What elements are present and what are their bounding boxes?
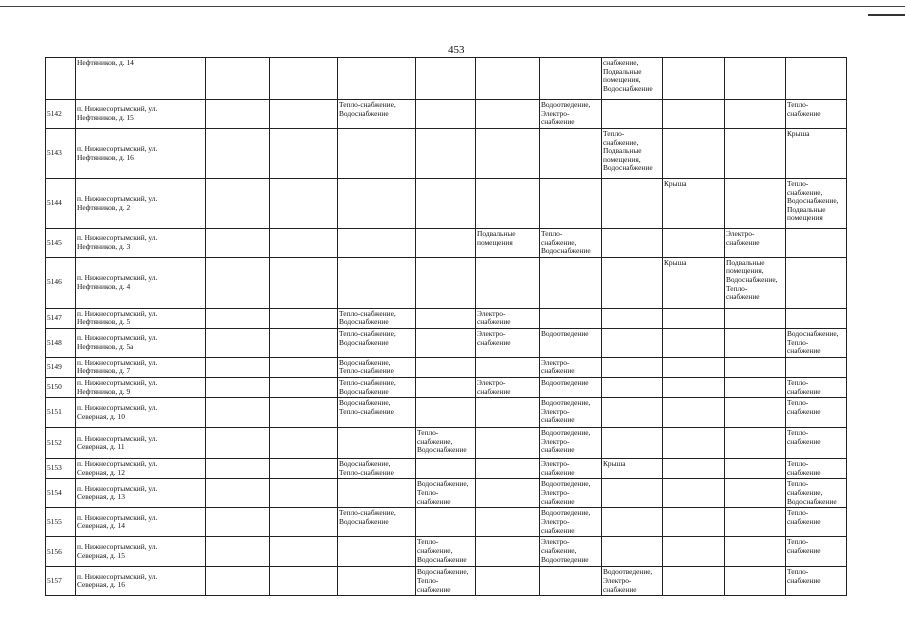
work-cell [416,229,476,258]
work-cell: Тепло-снабжение, Водоснабжение [338,308,416,328]
work-cell: Крыша [663,257,725,308]
work-cell: Крыша [786,129,847,179]
work-cell [663,377,725,397]
work-cell [663,428,725,459]
row-number: 5144 [46,179,76,229]
work-cell [602,357,663,377]
row-address: п. Нижнесортымский, ул. Северная, д. 10 [76,398,206,428]
work-cell [338,567,416,596]
work-cell [416,129,476,179]
work-cell [663,398,725,428]
work-cell [725,100,786,129]
work-cell [206,508,270,537]
work-cell: Тепло-снабжение, Водоснабжение [338,328,416,357]
work-cell: Водоснабжение, Тепло- снабжение [416,479,476,508]
work-cell [416,257,476,308]
work-cell [206,537,270,567]
work-cell [270,377,338,397]
work-cell [416,100,476,129]
work-cell [602,229,663,258]
row-number: 5148 [46,328,76,357]
row-number: 5145 [46,229,76,258]
work-cell [206,257,270,308]
work-cell [270,567,338,596]
row-number: 5142 [46,100,76,129]
work-cell [338,479,416,508]
table-body [46,58,847,596]
work-cell: Тепло- снабжение, Водоснабжение [416,537,476,567]
work-cell [725,508,786,537]
work-cell [206,129,270,179]
scan-top-right-mark [868,14,905,16]
work-cell [270,537,338,567]
table-row [46,100,847,129]
work-cell [206,428,270,459]
work-cell [416,377,476,397]
table-row [46,357,847,377]
work-cell [540,567,602,596]
work-cell [540,58,602,100]
work-cell [270,328,338,357]
work-cell [206,567,270,596]
work-cell [725,58,786,100]
work-cell [476,129,540,179]
row-address: п. Нижнесортымский, ул. Северная, д. 14 [76,508,206,537]
work-cell: Водоотведение [540,328,602,357]
row-address: п. Нижнесортымский, ул. Нефтяников, д. 4 [76,257,206,308]
work-cell [786,257,847,308]
work-cell [270,459,338,479]
table-row [46,179,847,229]
work-cell [476,428,540,459]
scan-top-edge-line [0,6,905,7]
work-cell [270,428,338,459]
work-cell: Тепло- снабжение [786,398,847,428]
work-cell [663,508,725,537]
work-cell [540,308,602,328]
work-cell [602,100,663,129]
work-cell [476,508,540,537]
row-address: п. Нижнесортымский, ул. Северная, д. 15 [76,537,206,567]
work-cell [338,537,416,567]
work-cell [725,459,786,479]
work-cell [725,129,786,179]
row-address: п. Нижнесортымский, ул. Нефтяников, д. 5а [76,328,206,357]
work-cell [206,58,270,100]
work-cell [725,398,786,428]
table-row [46,459,847,479]
table-row [46,508,847,537]
work-cell: Электро- снабжение [540,459,602,479]
work-cell [338,129,416,179]
work-cell: Водоснабжение, Тепло-снабжение [338,459,416,479]
row-number: 5150 [46,377,76,397]
work-cell [663,479,725,508]
row-address: п. Нижнесортымский, ул. Нефтяников, д. 5 [76,308,206,328]
row-number [46,58,76,100]
work-cell [416,308,476,328]
row-address: п. Нижнесортымский, ул. Нефтяников, д. 9 [76,377,206,397]
work-cell [725,567,786,596]
work-cell [786,229,847,258]
work-cell [270,129,338,179]
row-number: 5156 [46,537,76,567]
work-cell: Водоотведение, Электро- снабжение [540,100,602,129]
row-number: 5143 [46,129,76,179]
work-cell [663,459,725,479]
work-cell [476,257,540,308]
work-cell: Водоотведение, Электро- снабжение [602,567,663,596]
work-cell [663,100,725,129]
work-cell: Электро- снабжение [476,328,540,357]
work-cell [663,229,725,258]
work-cell [476,479,540,508]
work-cell: Тепло- снабжение, Водоснабжение, Подвальные помещения [786,179,847,229]
work-cell: Тепло- снабжение [786,567,847,596]
row-number: 5149 [46,357,76,377]
work-cell [270,479,338,508]
work-cell: Водоснабжение, Тепло- снабжение [786,328,847,357]
work-cell: Электро- снабжение [476,308,540,328]
table-row [46,428,847,459]
work-cell [725,308,786,328]
work-cell [206,398,270,428]
work-cell: Тепло-снабжение, Водоснабжение [338,377,416,397]
work-cell: Электро- снабжение [725,229,786,258]
work-cell [416,398,476,428]
work-cell [270,308,338,328]
work-cell [476,567,540,596]
work-cell [416,328,476,357]
work-cell: Подвальные помещения [476,229,540,258]
work-cell [602,257,663,308]
work-cell [602,308,663,328]
work-cell: Водоотведение [540,377,602,397]
work-cell [786,58,847,100]
work-cell [338,179,416,229]
table-row [46,537,847,567]
work-cell: Тепло- снабжение [786,100,847,129]
row-address: п. Нижнесортымский, ул. Нефтяников, д. 16 [76,129,206,179]
row-address: п. Нижнесортымский, ул. Нефтяников, д. 2 [76,179,206,229]
work-cell [416,58,476,100]
work-cell [725,479,786,508]
table-row [46,58,847,100]
work-cell: Тепло- снабжение [786,428,847,459]
work-cell [206,377,270,397]
work-cell [270,179,338,229]
row-number: 5152 [46,428,76,459]
row-number: 5157 [46,567,76,596]
table-row [46,129,847,179]
work-cell: Тепло- снабжение [786,377,847,397]
work-cell: Водоснабжение, Тепло-снабжение [338,398,416,428]
work-cell [206,459,270,479]
work-cell [663,58,725,100]
work-cell [270,398,338,428]
work-cell [416,357,476,377]
work-cell: Водоотведение, Электро- снабжение [540,479,602,508]
work-cell: Электро- снабжение, Водоотведение [540,537,602,567]
work-cell [602,508,663,537]
work-cell [602,428,663,459]
work-cell [338,428,416,459]
work-cell [786,308,847,328]
work-cell [540,257,602,308]
work-cell [663,308,725,328]
work-cell [476,100,540,129]
row-address: п. Нижнесортымский, ул. Северная, д. 12 [76,459,206,479]
table-row [46,257,847,308]
work-cell [206,479,270,508]
work-cell: снабжение, Подвальные помещения, Водоснабжение [602,58,663,100]
work-cell: Тепло- снабжение [786,537,847,567]
work-cell [476,398,540,428]
address-works-table [45,57,847,596]
work-cell: Тепло- снабжение, Водоснабжение [540,229,602,258]
work-cell [602,377,663,397]
table-row [46,308,847,328]
row-number: 5147 [46,308,76,328]
work-cell: Водоснабжение, Тепло- снабжение [416,567,476,596]
work-cell: Тепло- снабжение [786,459,847,479]
row-number: 5154 [46,479,76,508]
work-cell: Крыша [663,179,725,229]
work-cell [338,58,416,100]
row-number: 5155 [46,508,76,537]
work-cell [786,357,847,377]
work-cell: Водоснабжение, Тепло-снабжение [338,357,416,377]
work-cell: Подвальные помещения, Водоснабжение, Тепло- снабжение [725,257,786,308]
work-cell [602,398,663,428]
work-cell: Электро- снабжение [476,377,540,397]
work-cell [270,100,338,129]
work-cell: Тепло- снабжение, Подвальные помещения, Водоснабжение [602,129,663,179]
row-address: п. Нижнесортымский, ул. Нефтяников, д. 15 [76,100,206,129]
work-cell [338,257,416,308]
row-address: п. Нижнесортымский, ул. Северная, д. 11 [76,428,206,459]
work-cell: Тепло- снабжение [786,508,847,537]
work-cell: Тепло- снабжение, Водоснабжение [786,479,847,508]
work-cell [663,129,725,179]
work-cell [602,328,663,357]
table-row [46,377,847,397]
work-cell: Тепло-снабжение, Водоснабжение [338,100,416,129]
work-cell [416,179,476,229]
work-cell [602,479,663,508]
work-cell [338,229,416,258]
work-cell: Тепло-снабжение, Водоснабжение [338,508,416,537]
work-cell [270,229,338,258]
work-cell: Крыша [602,459,663,479]
work-cell [206,328,270,357]
work-cell [540,129,602,179]
work-cell [602,179,663,229]
work-cell [416,508,476,537]
work-cell [602,537,663,567]
work-cell [540,179,602,229]
work-cell [725,179,786,229]
row-address: п. Нижнесортымский, ул. Северная, д. 16 [76,567,206,596]
work-cell [270,58,338,100]
table-row [46,229,847,258]
work-cell [663,357,725,377]
work-cell [725,428,786,459]
row-number: 5151 [46,398,76,428]
work-cell [663,328,725,357]
work-cell: Электро- снабжение [540,357,602,377]
work-cell: Водоотведение, Электро- снабжение [540,428,602,459]
work-cell [206,100,270,129]
work-cell [416,459,476,479]
work-cell [206,308,270,328]
table-row [46,567,847,596]
work-cell [270,257,338,308]
work-cell [476,459,540,479]
work-cell: Водоотведение, Электро- снабжение [540,398,602,428]
work-cell: Водоотведение, Электро- снабжение [540,508,602,537]
work-cell [476,58,540,100]
work-cell [206,229,270,258]
work-cell [270,508,338,537]
work-cell [663,537,725,567]
work-cell [206,357,270,377]
work-cell [725,328,786,357]
work-cell [476,179,540,229]
work-cell [476,537,540,567]
table-row [46,398,847,428]
work-cell [725,537,786,567]
page-number: 453 [448,44,465,56]
work-cell [725,357,786,377]
work-cell: Тепло- снабжение, Водоснабжение [416,428,476,459]
table-row [46,479,847,508]
row-address: п. Нижнесортымский, ул. Северная, д. 13 [76,479,206,508]
work-cell [476,357,540,377]
work-cell [663,567,725,596]
work-cell [725,377,786,397]
row-address: п. Нижнесортымский, ул. Нефтяников, д. 3 [76,229,206,258]
row-number: 5146 [46,257,76,308]
row-address: Нефтяников, д. 14 [76,58,206,100]
row-address: п. Нижнесортымский, ул. Нефтяников, д. 7 [76,357,206,377]
row-number: 5153 [46,459,76,479]
work-cell [206,179,270,229]
table-row [46,328,847,357]
work-cell [270,357,338,377]
